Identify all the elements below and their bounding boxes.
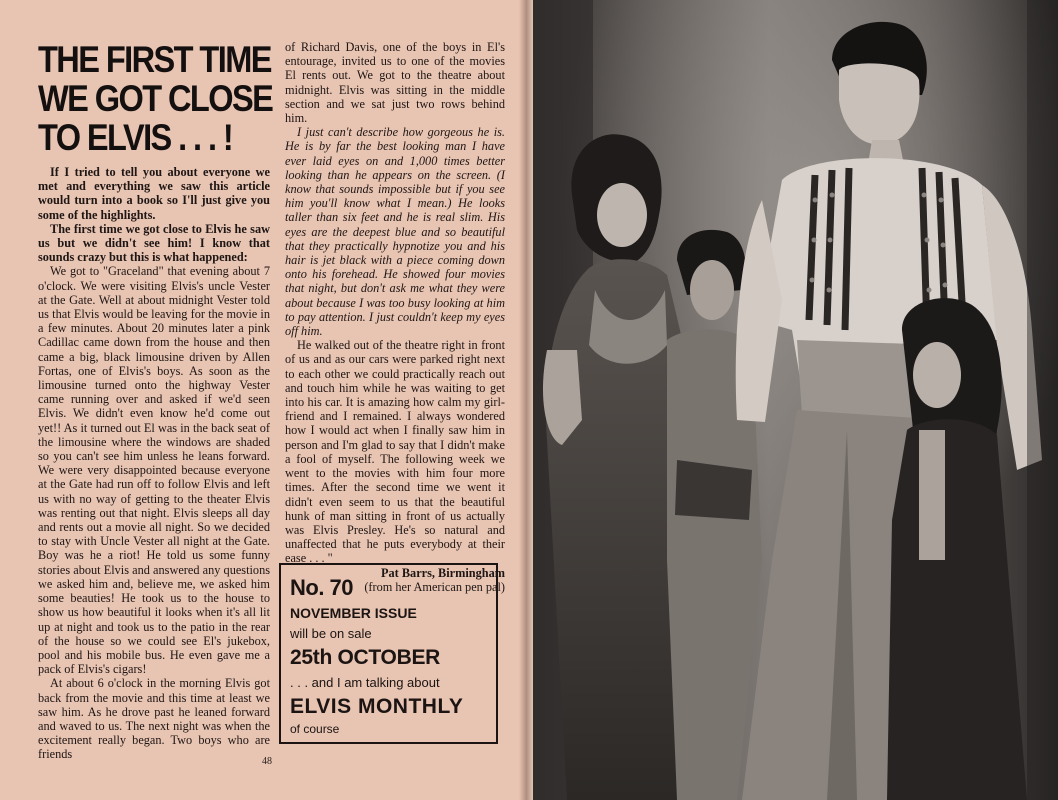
headline-line-1: THE FIRST TIME [38,39,271,80]
article-column-right [285,40,505,594]
notice-issue-number: No. 70 [290,575,354,600]
article-column-left [38,165,270,762]
notice-magazine-name: ELVIS MONTHLY [290,695,464,718]
notice-on-sale: will be on sale [290,626,372,641]
photo-right-edge-shadow [1027,0,1058,800]
headline-line-3: TO ELVIS . . . ! [38,117,233,158]
article-italic-paragraph: I just can't describe how gorgeous he is. He is by far the best looking man I have ever laid eyes on and 1,000 times better looking than he appears on the screen. (I know that sounds impossible but if you see him you'll know what I mean.) He looks taller than six feet and he is real slim. His eyes are the deepest blue and so beautiful that they practically hypnotize you and his hair is jet black with a piece coming down onto his forehead. He showed four movies that night, but don't ask me what they were about because I was too busy looking at him to pay attention. I just couldn't keep my eyes off him. [285,125,505,339]
article-signature-note: (from her American pen pal) [364,579,505,594]
page-number: 48 [262,756,272,767]
film-still-photo [527,0,1058,800]
article-paragraph: of Richard Davis, one of the boys in El's entourage, invited us to one of the movies El rents out. We got to the theatre about midnight. Elvis was sitting in the middle section and we sat just two rows behind him. [285,40,505,126]
notice-talking: . . . and I am talking about [290,675,440,690]
article-headline [38,39,273,158]
article-paragraph: We got to "Graceland" that evening about 7 o'clock. We were visiting Elvis's uncle Vester at the Gate. Well at about midnight Vester told us that Elvis would be leaving for the movie in a few minutes. About 20 minutes later a pink Cadillac came down from the house and then came a big, black limousine driven by Allen Fortas, one of Elvis's boys. As soon as the limousine turned onto the highway Vester came running over and asked if we'd seen Elvis. We didn't even know he'd come out yet!! As it turned out El was in the back seat of the limousine where the windows are shaded so you can't see him unless he leans forward. We were very disappointed because everyone at the Gate had run off to follow Elvis and left us with no way of getting to the theater Elvis was renting out that night. Elvis sleeps all day and rents out a movie all night. So we decided to stay with Uncle Vester all night at the Gate. Boy was he a riot! He told us some funny stories about Elvis and answered any questions we asked him and, believe me, we asked him some beauties! He took us to the house to show us how beautiful it looks when it's all lit up at night and took us to the patio in the rear of the house so we could see El's jukebox, pool and his mobile bus. He even gave me a pack of Elvis's cigars! [38,264,270,677]
notice-date: 25th OCTOBER [290,646,441,669]
right-page [527,0,1058,800]
article-paragraph: At about 6 o'clock in the morning Elvis got back from the movie and this time at least we saw him. As he drove past he leaned forward and waved to us. The next night was when the excitement really began. Two boys who are friends [38,676,270,762]
article-signature: Pat Barrs, Birmingham [381,565,505,580]
notice-of-course: of course [290,722,340,736]
article-intro: If I tried to tell you about everyone we met and everything we saw this article would turn into a book so I'll just give you some of the highlights. [38,165,270,222]
next-issue-notice [279,563,498,744]
article-intro-2: The first time we got close to Elvis he saw us but we didn't see him! I know that sounds crazy but this is what happened: [38,221,270,265]
headline-line-2: WE GOT CLOSE [38,78,273,119]
article-paragraph: He walked out of the theatre right in front of us and as our cars were parked right next to each other we could practically reach out and touch him while he was waiting to get into his car. It is amazing how calm my girl-friend and I remained. I always wondered how I would act when I finally saw him in person and I'm glad to say that I didn't make a fool of myself. The following week we went to the movies with him four more times. After the second time we went it didn't even seem to us that the beautiful hunk of man sitting in front of us actually was Elvis Presley. He's so natural and unaffected that he puts everybody at their ease . . . " [285,338,505,566]
notice-month: NOVEMBER ISSUE [290,605,417,621]
left-page [0,0,527,800]
